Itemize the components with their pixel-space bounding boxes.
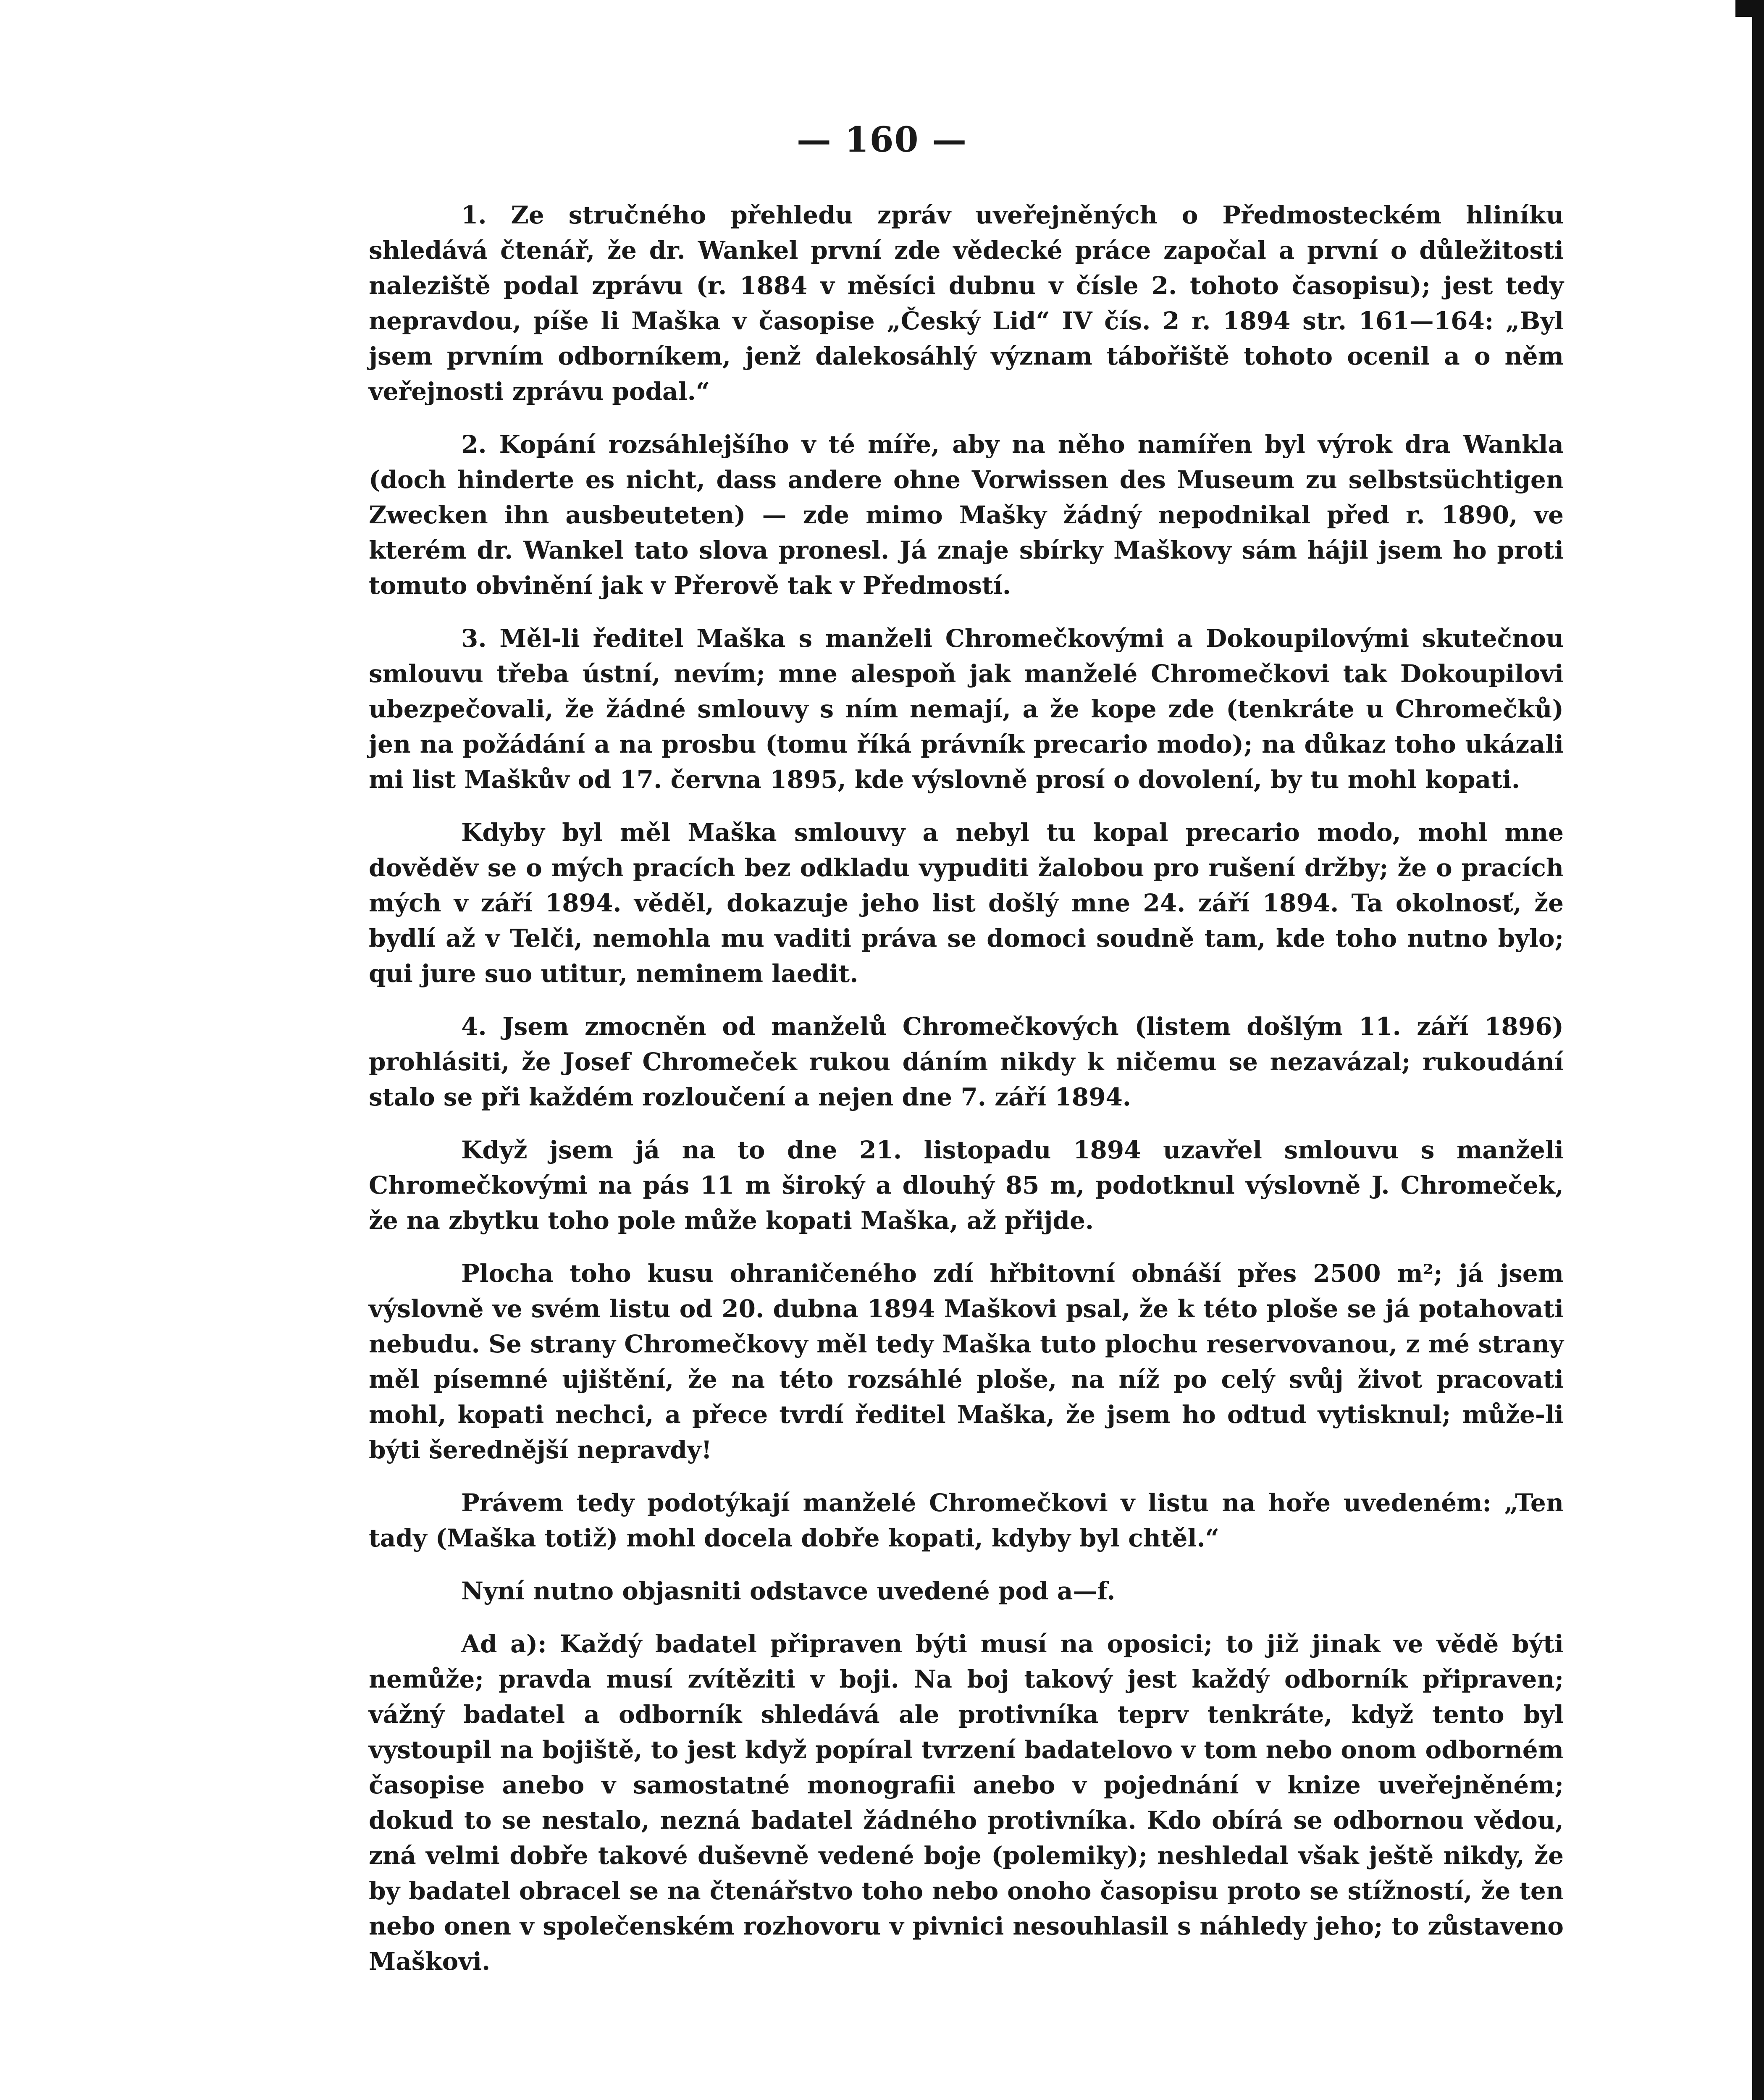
paragraph-10: Ad a): Každý badatel připraven býti musí na oposici; to již jinak ve vědě býti nemůže; pravda musí zvítěziti v boji. Na boj takový jest každý odborník připraven; vážný badatel a odborník shledává ale protivníka teprv tenkráte, když tento byl vystoupil na bojiště, to jest když popíral tvrzení badatelovo v tom nebo onom odborném časopise anebo v samostatné monografii anebo v pojednání v knize uveřejněném; dokud to se nestalo, nezná badatel žádného protivníka. Kdo obírá se odbornou vědou, zná velmi dobře takové duševně vedené boje (polemiky); neshledal však ještě nikdy, že by badatel obracel se na čtenářstvo toho nebo onoho časopisu proto se stížností, že ten nebo onen v společenském rozhovoru v pivnici nesouhlasil s náhledy jeho; to zůstaveno Maškovi. (369, 1630, 1564, 1976)
paragraph-2: 2. Kopání rozsáhlejšího v té míře, aby na něho namířen byl výrok dra Wankla (doch hinderte es nicht, dass andere ohne Vorwissen des Museum zu selbstsüchtigen Zwecken ihn ausbeuteten) — zde mimo Mašky žádný nepodnikal před r. 1890, ve kterém dr. Wankel tato slova pronesl. Já znaje sbírky Maškovy sám hájil jsem ho proti tomuto obvinění jak v Přerově tak v Předmostí. (369, 430, 1564, 600)
paragraph-3: 3. Měl-li ředitel Maška s manželi Chromečkovými a Dokoupilovými skutečnou smlouvu třeba ústní, nevím; mne alespoň jak manželé Chromečkovi tak Dokoupilovi ubezpečovali, že žádné smlouvy s ním nemají, a že kope zde (tenkráte u Chromečků) jen na požádání a na prosbu (tomu říká právník precario modo); na důkaz toho ukázali mi list Maškův od 17. června 1895, kde výslovně prosí o dovolení, by tu mohl kopati. (369, 624, 1564, 794)
page-number: — 160 — (796, 120, 968, 160)
paragraph-1: 1. Ze stručného přehledu zpráv uveřejněných o Předmosteckém hliníku shledává čtenář, že dr. Wankel první zde vědecké práce započal a první o důležitosti naleziště podal zprávu (r. 1884 v měsíci dubnu v čísle 2. tohoto časopisu); jest tedy nepravdou, píše li Maška v časopise „Český Lid“ IV čís. 2 r. 1894 str. 161—164: „Byl jsem prvním odborníkem, jenž dalekosáhlý význam tábořiště tohoto ocenil a o něm veřejnosti zprávu podal.“ (369, 201, 1564, 406)
paragraph-4: Kdyby byl měl Maška smlouvy a nebyl tu kopal precario modo, mohl mne dověděv se o mých pracích bez odkladu vypuditi žalobou pro rušení držby; že o pracích mých v září 1894. věděl, dokazuje jeho list došlý mne 24. září 1894. Ta okolnosť, že bydlí až v Telči, nemohla mu vaditi práva se domoci soudně tam, kde toho nutno bylo; qui jure suo utitur, neminem laedit. (369, 818, 1564, 988)
paragraph-8: Právem tedy podotýkají manželé Chromečkovi v listu na hoře uvedeném: „Ten tady (Maška totiž) mohl docela dobře kopati, kdyby byl chtěl.“ (369, 1488, 1564, 1552)
paragraph-7: Plocha toho kusu ohraničeného zdí hřbitovní obnáší přes 2500 m²; já jsem výslovně ve svém listu od 20. dubna 1894 Maškovi psal, že k této ploše se já potahovati nebudu. Se strany Chromečkovy měl tedy Maška tuto plochu reservovanou, z mé strany měl písemné ujištění, že na této rozsáhlé ploše, na níž po celý svůj život pracovati mohl, kopati nechci, a přece tvrdí ředitel Maška, že jsem ho odtud vytisknul; může-li býti šerednější nepravdy! (369, 1259, 1564, 1464)
page-body (369, 197, 1564, 1997)
corner-mark (1735, 0, 1752, 17)
paragraph-9: Nyní nutno objasniti odstavce uvedené pod a—f. (461, 1577, 1116, 1605)
paragraph-6: Když jsem já na to dne 21. listopadu 1894 uzavřel smlouvu s manželi Chromečkovými na pás 11 m široký a dlouhý 85 m, podotknul výslovně J. Chromeček, že na zbytku toho pole může kopati Maška, až přijde. (369, 1136, 1564, 1235)
paragraph-5: 4. Jsem zmocněn od manželů Chromečkových (listem došlým 11. září 1896) prohlásiti, že Josef Chromeček rukou dáním nikdy k ničemu se nezavázal; rukoudání stalo se při každém rozloučení a nejen dne 7. září 1894. (369, 1012, 1564, 1111)
